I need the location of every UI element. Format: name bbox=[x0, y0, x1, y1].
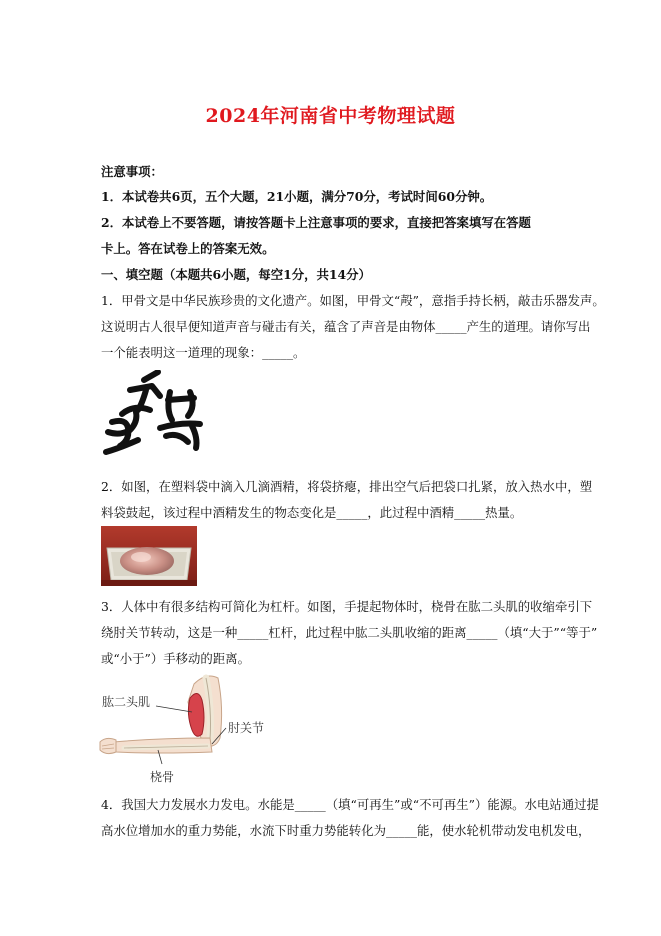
notice-line-1: 1．本试卷共6页，五个大题，21小题，满分70分，考试时间60分钟。 bbox=[101, 189, 493, 204]
exam-title: 2024年河南省中考物理试题 bbox=[205, 105, 456, 127]
q2-line-1: 2．如图，在塑料袋中滴入几滴酒精，将袋挤瘪，排出空气后把袋口扎紧，放入热水中，塑 bbox=[101, 479, 593, 494]
notice-heading: 注意事项： bbox=[101, 164, 163, 179]
q1-line-1: 1．甲骨文是中华民族珍贵的文化遗产。如图，甲骨文“殸”，意指手持长柄，敲击乐器发声。 bbox=[101, 293, 605, 308]
q4-line-1: 4．我国大力发展水力发电。水能是_____（填“可再生”或“不可再生”）能源。水电站通过提 bbox=[101, 797, 599, 812]
q3-line-3: 或“小于”）手移动的距离。 bbox=[101, 651, 250, 666]
q4-line-2: 高水位增加水的重力势能，水流下时重力势能转化为_____能，使水轮机带动发电机发电， bbox=[101, 823, 591, 838]
q3-line-2: 绕肘关节转动，这是一种_____杠杆，此过程中肱二头肌收缩的距离_____（填“大于”“等于” bbox=[101, 625, 598, 640]
plastic-bag-in-hot-water-photo bbox=[101, 526, 197, 586]
label-radius: 桡骨 bbox=[150, 770, 175, 784]
label-biceps: 肱二头肌 bbox=[102, 695, 151, 709]
oracle-bone-character-figure bbox=[100, 370, 210, 458]
q1-line-3: 一个能表明这一道理的现象：_____。 bbox=[101, 345, 306, 360]
q1-line-2: 这说明古人很早便知道声音与碰击有关，蕴含了声音是由物体_____产生的道理。请你写出 bbox=[101, 319, 591, 334]
notice-line-3: 卡上。答在试卷上的答案无效。 bbox=[101, 241, 275, 256]
section-heading: 一、填空题（本题共6小题，每空1分，共14分） bbox=[101, 267, 371, 282]
q3-line-1: 3．人体中有很多结构可简化为杠杆。如图，手提起物体时，桡骨在肱二头肌的收缩牵引下 bbox=[101, 599, 593, 614]
q2-line-2: 料袋鼓起，该过程中酒精发生的物态变化是_____，此过程中酒精_____热量。 bbox=[101, 505, 523, 520]
notice-line-2: 2．本试卷上不要答题，请按答题卡上注意事项的要求，直接把答案填写在答题 bbox=[101, 215, 531, 230]
label-elbow-joint: 肘关节 bbox=[228, 721, 265, 735]
